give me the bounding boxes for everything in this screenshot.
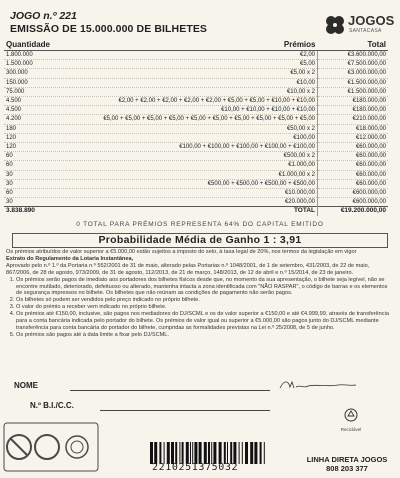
recyclable-mark <box>336 408 366 432</box>
prize-row <box>4 143 388 152</box>
probability-box: Probabilidade Média de Ganho 1 : 3,91 <box>12 233 388 248</box>
prize-total: €60.000,00 <box>318 152 389 161</box>
prize-row <box>4 179 388 188</box>
prize-row <box>4 69 388 78</box>
barcode-bar <box>204 442 207 464</box>
prize-total: €18.000,00 <box>318 124 389 133</box>
barcode-bar <box>211 442 212 464</box>
prize-quantity: 4.500 <box>4 97 70 106</box>
prize-row <box>4 87 388 96</box>
prize-description: €5,00 <box>70 60 318 69</box>
prize-quantity: 120 <box>4 133 70 142</box>
prize-quantity: 30 <box>4 170 70 179</box>
column-prizes: Prémios <box>70 40 318 51</box>
barcode-number: 2210251375032 <box>152 462 239 473</box>
barcode-bar <box>167 442 170 464</box>
regulation-list <box>6 277 394 339</box>
barcode-bar <box>194 442 197 464</box>
prize-quantity: 180 <box>4 124 70 133</box>
prize-quantity: 150.000 <box>4 78 70 87</box>
game-number: JOGO n.º 221 <box>10 10 77 22</box>
barcode-bar <box>190 442 191 464</box>
regulation-item: 5. Os prémios são pagos até à data limite a fixar pelo DJ/SCML. <box>16 332 394 339</box>
column-total: Total <box>318 40 389 51</box>
prize-total: €60.000,00 <box>318 161 389 170</box>
prize-description: €10,00 + €10,00 + €10,00 + €10,00 <box>70 106 318 115</box>
prize-quantity: 60 <box>4 189 70 198</box>
prize-row <box>4 161 388 170</box>
regulation-title: Extrato do Regulamento da Lotaria Instantânea, <box>6 255 134 262</box>
signature-image <box>278 378 358 392</box>
hotline-number: 808 203 377 <box>326 464 368 473</box>
prize-description: €50,00 x 2 <box>70 124 318 133</box>
capital-percentage: 0 TOTAL PARA PRÉMIOS REPRESENTA 64% DO CAPITAL EMITIDO <box>76 221 324 228</box>
regulation-item: 3. O valor do prémio a receber vem indicado no próprio bilhete. <box>16 304 394 311</box>
prize-total: €60.000,00 <box>318 143 389 152</box>
logo-text: JOGOS <box>348 13 395 28</box>
prize-row <box>4 97 388 106</box>
prize-description: €2,00 + €2,00 + €2,00 + €2,00 + €2,00 + €5,00 + €5,00 + €10,00 + €10,00 <box>70 97 318 106</box>
barcode-bar <box>245 442 248 464</box>
barcode-bar <box>159 442 161 464</box>
prize-description: €100,00 + €100,00 + €100,00 + €100,00 + €100,00 <box>70 143 318 152</box>
prize-row <box>4 152 388 161</box>
total-label: TOTAL <box>70 207 318 216</box>
prize-description: €5,00 + €5,00 + €5,00 + €5,00 + €5,00 + €5,00 + €5,00 + €5,00 + €5,00 + €5,00 <box>70 115 318 124</box>
prize-total: €3.000.000,00 <box>318 69 389 78</box>
barcode-bar <box>264 442 265 464</box>
barcode-bar <box>208 442 210 464</box>
prize-total: €180.000,00 <box>318 106 389 115</box>
prize-row <box>4 115 388 124</box>
prize-total: €600.000,00 <box>318 198 389 207</box>
prize-description: €20.000,00 <box>70 198 318 207</box>
prize-quantity: 1.800.000 <box>4 51 70 60</box>
prize-description: €10,00 x 2 <box>70 87 318 96</box>
prize-total: €1.500.000,00 <box>318 78 389 87</box>
barcode-bar <box>227 442 228 464</box>
barcode <box>148 442 276 464</box>
prize-description: €100,00 <box>70 133 318 142</box>
regulation-item: 1. Os prémios serão pagos de imediato aos portadores dos bilhetes físicos desde que, no momento da sua apresentação, o bilhete seja legível, não se encontre mutilado, deteriorado, defeituoso ou alterado, mantenha intacta a zona identificada com "NÃO RASPAR", o código de barras e os elementos de segurança impressos no bilhete. Os bilhetes que não reúnam as condições de pagamento não serão pagos. <box>16 277 394 298</box>
prize-quantity: 120 <box>4 143 70 152</box>
emission-title: EMISSÃO DE 15.000.000 DE BILHETES <box>10 23 208 35</box>
regulation-item: 2. Os bilhetes só podem ser vendidos pelo preço indicado no próprio bilhete. <box>16 297 394 304</box>
prize-quantity: 30 <box>4 198 70 207</box>
prize-row <box>4 189 388 198</box>
prize-quantity: 4.500 <box>4 106 70 115</box>
regulation-extract <box>6 249 394 339</box>
barcode-bar <box>219 442 222 464</box>
prize-row <box>4 51 388 60</box>
barcode-bar <box>164 442 165 464</box>
prize-quantity: 4.200 <box>4 115 70 124</box>
regulation-item: 4. Os prémios até €150,00, inclusive, são pagos nos mediadores do DJ/SCML e os de valor superior a €150,00 e até €4.999,99, através de transferência para a conta bancária indicada pelo portador do bilhete. Os prémios de valor igual ou superior a €5.000,00 são pagos junto do DJ/SCML mediante transferência para conta bancária do portador do bilhete, cumpridas as formalidades previstas na Lei n.º 25/2008, de 5 de junho. <box>16 311 394 332</box>
prize-total: €210.000,00 <box>318 115 389 124</box>
barcode-bar <box>182 442 184 464</box>
prize-quantity: 30 <box>4 179 70 188</box>
barcode-bar <box>213 442 216 464</box>
barcode-bar <box>233 442 236 464</box>
barcode-bar <box>250 442 253 464</box>
prize-row <box>4 78 388 87</box>
prize-quantity: 60 <box>4 152 70 161</box>
total-quantity: 3.838.890 <box>4 207 70 216</box>
barcode-bar <box>171 442 174 464</box>
barcode-bar <box>254 442 257 464</box>
barcode-bar <box>179 442 180 464</box>
logo-subtext: SANTACASA <box>349 28 382 34</box>
prize-description: €500,00 x 2 <box>70 152 318 161</box>
prize-total: €7.500.000,00 <box>318 60 389 69</box>
barcode-bar <box>224 442 226 464</box>
jogos-santacasa-logo <box>324 11 395 39</box>
recycle-icon <box>344 408 358 422</box>
prize-quantity: 75.000 <box>4 87 70 96</box>
barcode-bar <box>242 442 243 464</box>
prize-total: €600.000,00 <box>318 189 389 198</box>
barcode-bar <box>260 442 262 464</box>
prize-row <box>4 124 388 133</box>
column-quantity: Quantidade <box>4 40 70 51</box>
prize-row <box>4 133 388 142</box>
prize-description: €1.000,00 x 2 <box>70 170 318 179</box>
prize-table <box>4 40 388 216</box>
prize-description: €10.000,00 <box>70 189 318 198</box>
barcode-bar <box>199 442 202 464</box>
barcode-bar <box>154 442 157 464</box>
prize-description: €500,00 + €500,00 + €500,00 + €500,00 <box>70 179 318 188</box>
total-value: €19.200.000,00 <box>318 207 389 216</box>
age-restriction-stamp <box>3 422 99 472</box>
name-line[interactable] <box>70 390 270 391</box>
prize-total: €60.000,00 <box>318 170 389 179</box>
prize-description: €10,00 <box>70 78 318 87</box>
prize-quantity: 1.500.000 <box>4 60 70 69</box>
prize-description: €1.000,00 <box>70 161 318 170</box>
prize-row <box>4 60 388 69</box>
clover-icon <box>324 14 346 36</box>
hotline-label: LINHA DIRETA JOGOS <box>306 455 388 464</box>
prize-total: €60.000,00 <box>318 179 389 188</box>
barcode-bar <box>175 442 177 464</box>
ticket-header <box>10 10 395 42</box>
prize-description: €2,00 <box>70 51 318 60</box>
prize-total: €1.500.000,00 <box>318 87 389 96</box>
id-line[interactable] <box>100 410 270 411</box>
barcode-bar <box>186 442 189 464</box>
prize-total: €180.000,00 <box>318 97 389 106</box>
barcode-bar <box>150 442 153 464</box>
regulation-body: Aprovado pelo n.º 1.º da Portaria n.º 552/2001 de 31 de maio, alterado pelas Portarias n.º 1048/2001, de 1 de setembro, 431/2003, de 22 de maio, 867/2006, de 28 de agosto, 973/2009, de 31 de agosto, 112/2013, de 21 de março, 148/2013, de 12 de abril e n.º 15/2014, de 23 de janeiro. <box>6 262 370 276</box>
name-label: NOME <box>14 381 38 390</box>
prize-rows <box>4 51 388 207</box>
tax-notice: Os prémios atribuídos de valor superior a €5.000,00 estão sujeitos a imposto do selo, à taxa legal de 20%, nos termos da legislação em vigor <box>6 249 357 255</box>
prize-row <box>4 106 388 115</box>
barcode-bar <box>192 442 193 464</box>
barcode-bar <box>239 442 240 464</box>
prize-row <box>4 170 388 179</box>
hotline <box>300 455 394 473</box>
barcode-bar <box>230 442 232 464</box>
prize-description: €5,00 x 2 <box>70 69 318 78</box>
prize-total: €3.600.000,00 <box>318 51 389 60</box>
prize-quantity: 300.000 <box>4 69 70 78</box>
prize-row <box>4 198 388 207</box>
recyclable-label: Reciclável <box>340 427 362 432</box>
prize-table-header <box>4 40 388 51</box>
prize-quantity: 60 <box>4 161 70 170</box>
prize-total-row <box>4 207 388 216</box>
id-label: N.º B.I./C.C. <box>30 401 74 410</box>
prize-total: €12.000,00 <box>318 133 389 142</box>
